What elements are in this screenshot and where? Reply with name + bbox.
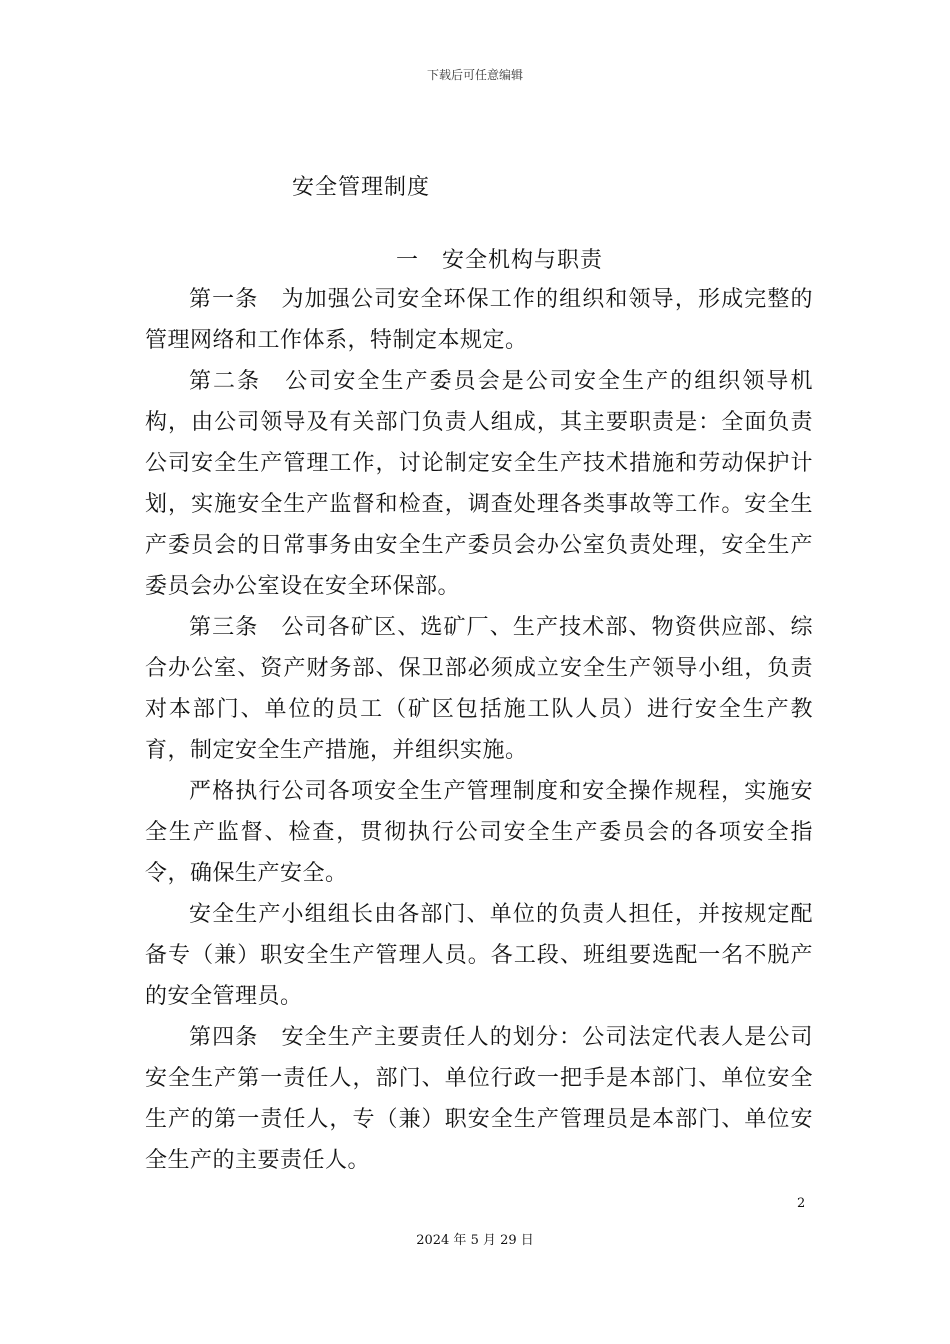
paragraph-article-4: 第四条 安全生产主要责任人的划分：公司法定代表人是公司安全生产第一责任人，部门、单位行政一把手是本部门、单位安全生产的第一责任人，专（兼）职安全生产管理员是本部门、单位安全生产的主要责任人。 <box>145 1025 813 1173</box>
paragraph-article-2: 第二条 公司安全生产委员会是公司安全生产的组织领导机构，由公司领导及有关部门负责人组成，其主要职责是：全面负责公司安全生产管理工作，讨论制定安全生产技术措施和劳动保护计划，实施安全生产监督和检查，调查处理各类事故等工作。安全生产委员会的日常事务由安全生产委员会办公室负责处理，安全生产委员会办公室设在安全环保部。 <box>145 369 813 599</box>
paragraph-article-3-cont-1: 严格执行公司各项安全生产管理制度和安全操作规程，实施安全生产监督、检查，贯彻执行公司安全生产委员会的各项安全指令，确保生产安全。 <box>145 779 813 886</box>
document-title: 安全管理制度 <box>292 175 431 200</box>
document-body <box>145 279 813 1181</box>
paragraph-article-1: 第一条 为加强公司安全环保工作的组织和领导，形成完整的管理网络和工作体系，特制定本规定。 <box>145 287 813 353</box>
page-number: 2 <box>797 1196 806 1211</box>
paragraph-article-3-cont-2: 安全生产小组组长由各部门、单位的负责人担任，并按规定配备专（兼）职安全生产管理人员。各工段、班组要选配一名不脱产的安全管理员。 <box>145 902 813 1009</box>
header-note: 下载后可任意编辑 <box>426 68 523 82</box>
paragraph-article-3: 第三条 公司各矿区、选矿厂、生产技术部、物资供应部、综合办公室、资产财务部、保卫部必须成立安全生产领导小组，负责对本部门、单位的员工（矿区包括施工队人员）进行安全生产教育，制定安全生产措施，并组织实施。 <box>145 615 813 763</box>
section-title: 一 安全机构与职责 <box>396 248 604 273</box>
footer-date: 2024 年 5 月 29 日 <box>416 1233 534 1248</box>
